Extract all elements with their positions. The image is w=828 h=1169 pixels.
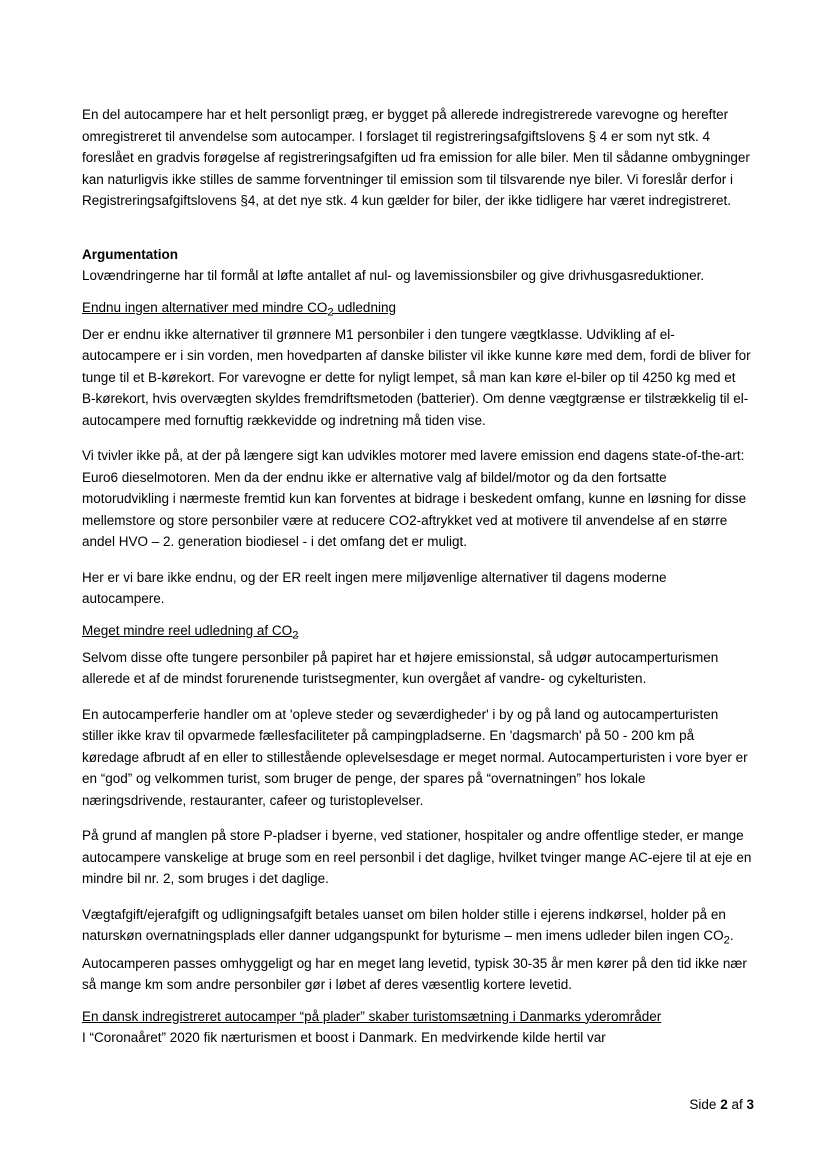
subscript-2: 2: [723, 935, 730, 948]
alternatives-paragraph-2: Vi tvivler ikke på, at der på længere sigt kan udvikles motorer med lavere emission end dagens state-of-the-art: Euro6 dieselmotoren. Men da der endnu ikke er alternative valg af bildel/motor og da den fortsatte motorudvikling i nærmeste fremtid kun kan forventes at bidrage i beskedent omfang, kunne en løsning for disse mellemstore og store personbiler være at reducere CO2-aftrykket ved at motivere til anvendelse af en større andel HVO – 2. generation biodiesel - i det omfang det er muligt.: [82, 448, 747, 550]
heading-text: Meget mindre reel udledning af CO: [82, 622, 293, 638]
page-label: af: [727, 1097, 747, 1112]
subscript-2: 2: [292, 629, 299, 642]
intro-paragraph: En del autocampere har et helt personligt præg, er bygget på allerede indregistrerede varevogne og herefter omregistreret til anvendelse som autocamper. I forslaget til registreringsafgiftslovens § 4 er som nyt stk. 4 foreslået en gradvis forøgelse af registreringsafgiften ud fra emission for alle biler. Men til sådanne ombygninger kan naturligvis ikke stilles de samme forventninger til emission som til tilsvarende nye biler. Vi foreslår derfor i Registreringsafgiftslovens §4, at det nye stk. 4 kun gælder for biler, der ikke tidligere har været indregistreret.: [82, 107, 750, 208]
emission-paragraph-1: Selvom disse ofte tungere personbiler på papiret har et højere emissionstal, så udgør autocamperturismen allerede et af de mindst forurenende turistsegmenter, kun overgået af vandre- og cykelturisten.: [82, 649, 719, 687]
paragraph-text: . Autocamperen passes omhyggeligt og har en meget lang levetid, typisk 30-35 år men kører på den tid ikke nær så mange km som andre personbiler gør i løbet af deres væsentlig kortere levetid.: [82, 928, 747, 993]
argumentation-heading: Argumentation: [82, 246, 178, 262]
emission-paragraph-2: En autocamperferie handler om at 'opleve steder og seværdigheder' i by og på land og autocamperturisten stiller ikke krav til opvarmede fællesfaciliteter på campingpladserne. En 'dagsmarch' på 50 - 200 km på køredage afbrudt af en eller to stillestående oplevelsesdage er meget normal. Autocamperturisten i vore byer er en “god” og velkommen turist, som bruger de penge, der spares på “overnatningen” hos lokale næringsdrivende, restauranter, cafeer og turistoplevelser.: [82, 706, 748, 808]
tourism-paragraph-1: I “Coronaåret” 2020 fik nærturismen et boost i Danmark. En medvirkende kilde hertil var: [82, 1030, 606, 1046]
argumentation-paragraph: Lovændringerne har til formål at løfte antallet af nul- og lavemissionsbiler og give drivhusgasreduktioner.: [82, 268, 705, 283]
current-page: 2: [720, 1097, 728, 1112]
page-label: Side: [689, 1097, 721, 1112]
subscript-2: 2: [327, 306, 334, 319]
page-number-footer: [689, 1097, 754, 1112]
document-body: [82, 104, 752, 1049]
heading-text: udledning: [333, 299, 396, 315]
emission-paragraph-4: [82, 904, 752, 996]
alternatives-paragraph-3: Her er vi bare ikke endnu, og der ER reelt ingen mere miljøvenlige alternativer til dagens moderne autocampere.: [82, 569, 667, 607]
heading-text: Endnu ingen alternativer med mindre CO: [82, 299, 328, 315]
paragraph-text: Vægtafgift/ejerafgift og udligningsafgift betales uanset om bilen holder stille i ejerens indkørsel, holder på en naturskøn overnatningsplads eller danner udgangspunkt for byturisme – men imens udleder bilen ingen CO: [82, 906, 726, 944]
section-heading-alternatives: [82, 297, 752, 324]
section-heading-emission: [82, 620, 752, 647]
alternatives-paragraph-1: Der er endnu ikke alternativer til grønnere M1 personbiler i den tungere vægtklasse. Udvikling af el-autocampere er i sin vorden, men hovedparten af danske bilister vil ikke kunne køre med dem, fordi de bliver for tunge til et B-kørekort. For varevogne er dette for nyligt lempet, så man kan køre el-biler op til 4250 kg med et B-kørekort, hvis overvægten skyldes fremdriftsmetoden (batterier). Om denne vægtgrænse er tilstrækkelig til el-autocampere med fornuftig rækkevidde og indretning må tiden vise.: [82, 326, 751, 428]
emission-paragraph-3: På grund af manglen på store P-pladser i byerne, ved stationer, hospitaler og andre offentlige steder, er mange autocampere vanskelige at bruge som en reel personbil i det daglige, hvilket tvinger mange AC-ejere til at eje en mindre bil nr. 2, som bruges i det daglige.: [82, 828, 752, 887]
total-pages: 3: [746, 1097, 754, 1112]
section-heading-tourism: En dansk indregistreret autocamper “på plader” skaber turistomsætning i Danmarks yderområder: [82, 1008, 662, 1024]
